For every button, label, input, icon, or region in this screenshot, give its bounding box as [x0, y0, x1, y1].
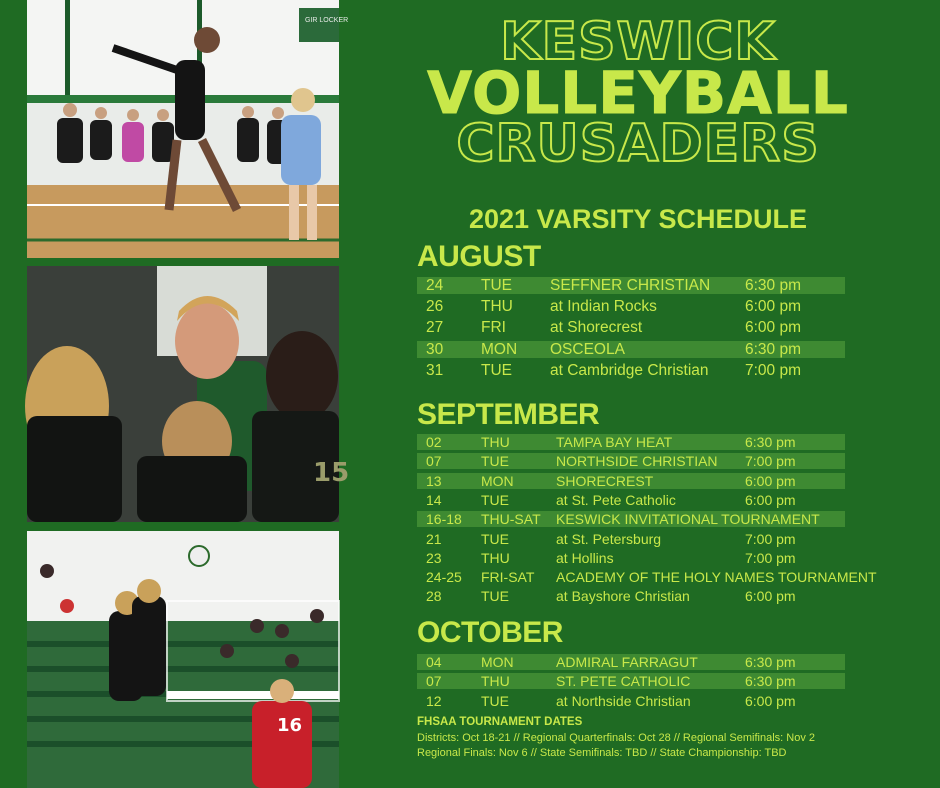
schedule-row	[417, 531, 845, 547]
game-date: 31	[426, 361, 444, 379]
game-opponent: KESWICK INVITATIONAL TOURNAMENT	[556, 511, 820, 528]
game-day: TUE	[481, 491, 509, 508]
game-time: 6:00 pm	[745, 491, 796, 508]
game-opponent: SHORECREST	[556, 472, 654, 489]
game-time: 7:00 pm	[745, 530, 796, 547]
game-time: 7:00 pm	[745, 361, 802, 379]
game-day: THU	[481, 673, 510, 690]
game-opponent: at St. Petersburg	[556, 530, 662, 547]
game-day: TUE	[481, 692, 509, 709]
schedule-row	[417, 434, 845, 450]
schedule-row	[417, 298, 845, 315]
game-date: 30	[426, 340, 444, 358]
game-time: 6:30 pm	[745, 673, 796, 690]
game-date: 24-25	[426, 569, 462, 586]
game-day: THU	[481, 298, 513, 316]
schedule-row	[417, 673, 845, 689]
game-time: 6:30 pm	[745, 434, 796, 450]
game-time: 6:00 pm	[745, 472, 796, 489]
schedule-row	[417, 550, 845, 566]
game-day: THU	[481, 434, 510, 450]
game-opponent: at Indian Rocks	[550, 298, 657, 316]
title-crusaders: CRUSADERS	[456, 114, 820, 174]
fhsaa-dates-line2: Regional Finals: Nov 6 // State Semifinals: TBD // State Championship: TBD	[417, 747, 787, 759]
month-heading-september: SEPTEMBER	[417, 398, 600, 431]
game-date: 02	[426, 434, 442, 450]
game-day: MON	[481, 654, 514, 670]
schedule-row	[417, 569, 877, 586]
game-date: 14	[426, 491, 442, 508]
game-opponent: at Hollins	[556, 549, 614, 566]
schedule-subtitle: 2021 VARSITY SCHEDULE	[468, 204, 808, 234]
game-day: FRI	[481, 319, 506, 337]
schedule-row	[417, 473, 845, 489]
game-opponent: OSCEOLA	[550, 340, 625, 358]
fhsaa-dates-line1: Districts: Oct 18-21 // Regional Quarterfinals: Oct 28 // Regional Semifinals: Nov 2	[417, 732, 815, 744]
game-date: 16-18	[426, 511, 462, 528]
game-time: 6:00 pm	[745, 298, 802, 316]
fhsaa-dates-title: FHSAA TOURNAMENT DATES	[417, 716, 583, 728]
month-heading-august: AUGUST	[417, 240, 541, 273]
game-date: 07	[426, 453, 442, 470]
game-day: TUE	[481, 361, 512, 379]
schedule-row	[417, 453, 845, 469]
game-opponent: at Northside Christian	[556, 692, 691, 709]
photo1-sign-text: GIR LOCKER	[305, 17, 349, 24]
schedule-row	[417, 362, 845, 379]
game-day: TUE	[481, 530, 509, 547]
game-time: 6:00 pm	[745, 588, 796, 605]
schedule-row	[417, 588, 845, 604]
game-opponent: at Cambridge Christian	[550, 361, 709, 379]
game-date: 27	[426, 319, 444, 337]
game-opponent: TAMPA BAY HEAT	[556, 434, 673, 450]
schedule-row	[417, 654, 845, 670]
game-day: TUE	[481, 453, 509, 470]
game-opponent: ADMIRAL FARRAGUT	[556, 654, 698, 670]
game-day: MON	[481, 472, 514, 489]
schedule-row	[417, 319, 845, 336]
photo-coach-huddle	[27, 266, 350, 522]
game-date: 21	[426, 530, 442, 547]
photo3-jersey-number: 16	[277, 715, 303, 736]
game-day: FRI-SAT	[481, 569, 535, 586]
game-day: THU-SAT	[481, 511, 541, 528]
game-date: 07	[426, 673, 442, 690]
title-volleyball: VOLLEYBALL	[427, 59, 849, 127]
game-day: MON	[481, 340, 518, 358]
game-opponent: NORTHSIDE CHRISTIAN	[556, 453, 718, 470]
game-date: 23	[426, 549, 442, 566]
game-time: 6:30 pm	[745, 277, 802, 294]
game-time: 7:00 pm	[745, 549, 796, 566]
month-heading-october: OCTOBER	[417, 616, 563, 649]
game-date: 24	[426, 277, 444, 294]
photo2-jersey-number: 15	[313, 458, 350, 488]
game-time: 6:00 pm	[745, 692, 796, 709]
game-date: 12	[426, 692, 442, 709]
schedule-row	[417, 693, 845, 709]
game-date: 26	[426, 298, 444, 316]
game-opponent: at Shorecrest	[550, 319, 643, 337]
game-opponent: SEFFNER CHRISTIAN	[550, 277, 711, 294]
schedule-row	[417, 277, 845, 294]
game-time: 7:00 pm	[745, 453, 796, 470]
game-time: 6:30 pm	[745, 340, 802, 358]
game-opponent: ACADEMY OF THE HOLY NAMES TOURNAMENT	[556, 569, 877, 586]
game-date: 28	[426, 588, 442, 605]
schedule-row	[417, 341, 845, 358]
schedule-row	[417, 511, 845, 527]
game-day: TUE	[481, 588, 509, 605]
game-opponent: at St. Pete Catholic	[556, 491, 676, 508]
game-day: THU	[481, 549, 510, 566]
game-time: 6:30 pm	[745, 654, 796, 670]
photo-spike-jump	[27, 0, 349, 258]
game-opponent: ST. PETE CATHOLIC	[556, 673, 691, 690]
game-date: 04	[426, 654, 442, 670]
schedule-row	[417, 492, 845, 508]
title-keswick: KESWICK	[500, 12, 776, 72]
game-opponent: at Bayshore Christian	[556, 588, 690, 605]
game-day: TUE	[481, 277, 512, 294]
game-date: 13	[426, 472, 442, 489]
photo-block-at-net	[27, 531, 339, 788]
game-time: 6:00 pm	[745, 319, 802, 337]
